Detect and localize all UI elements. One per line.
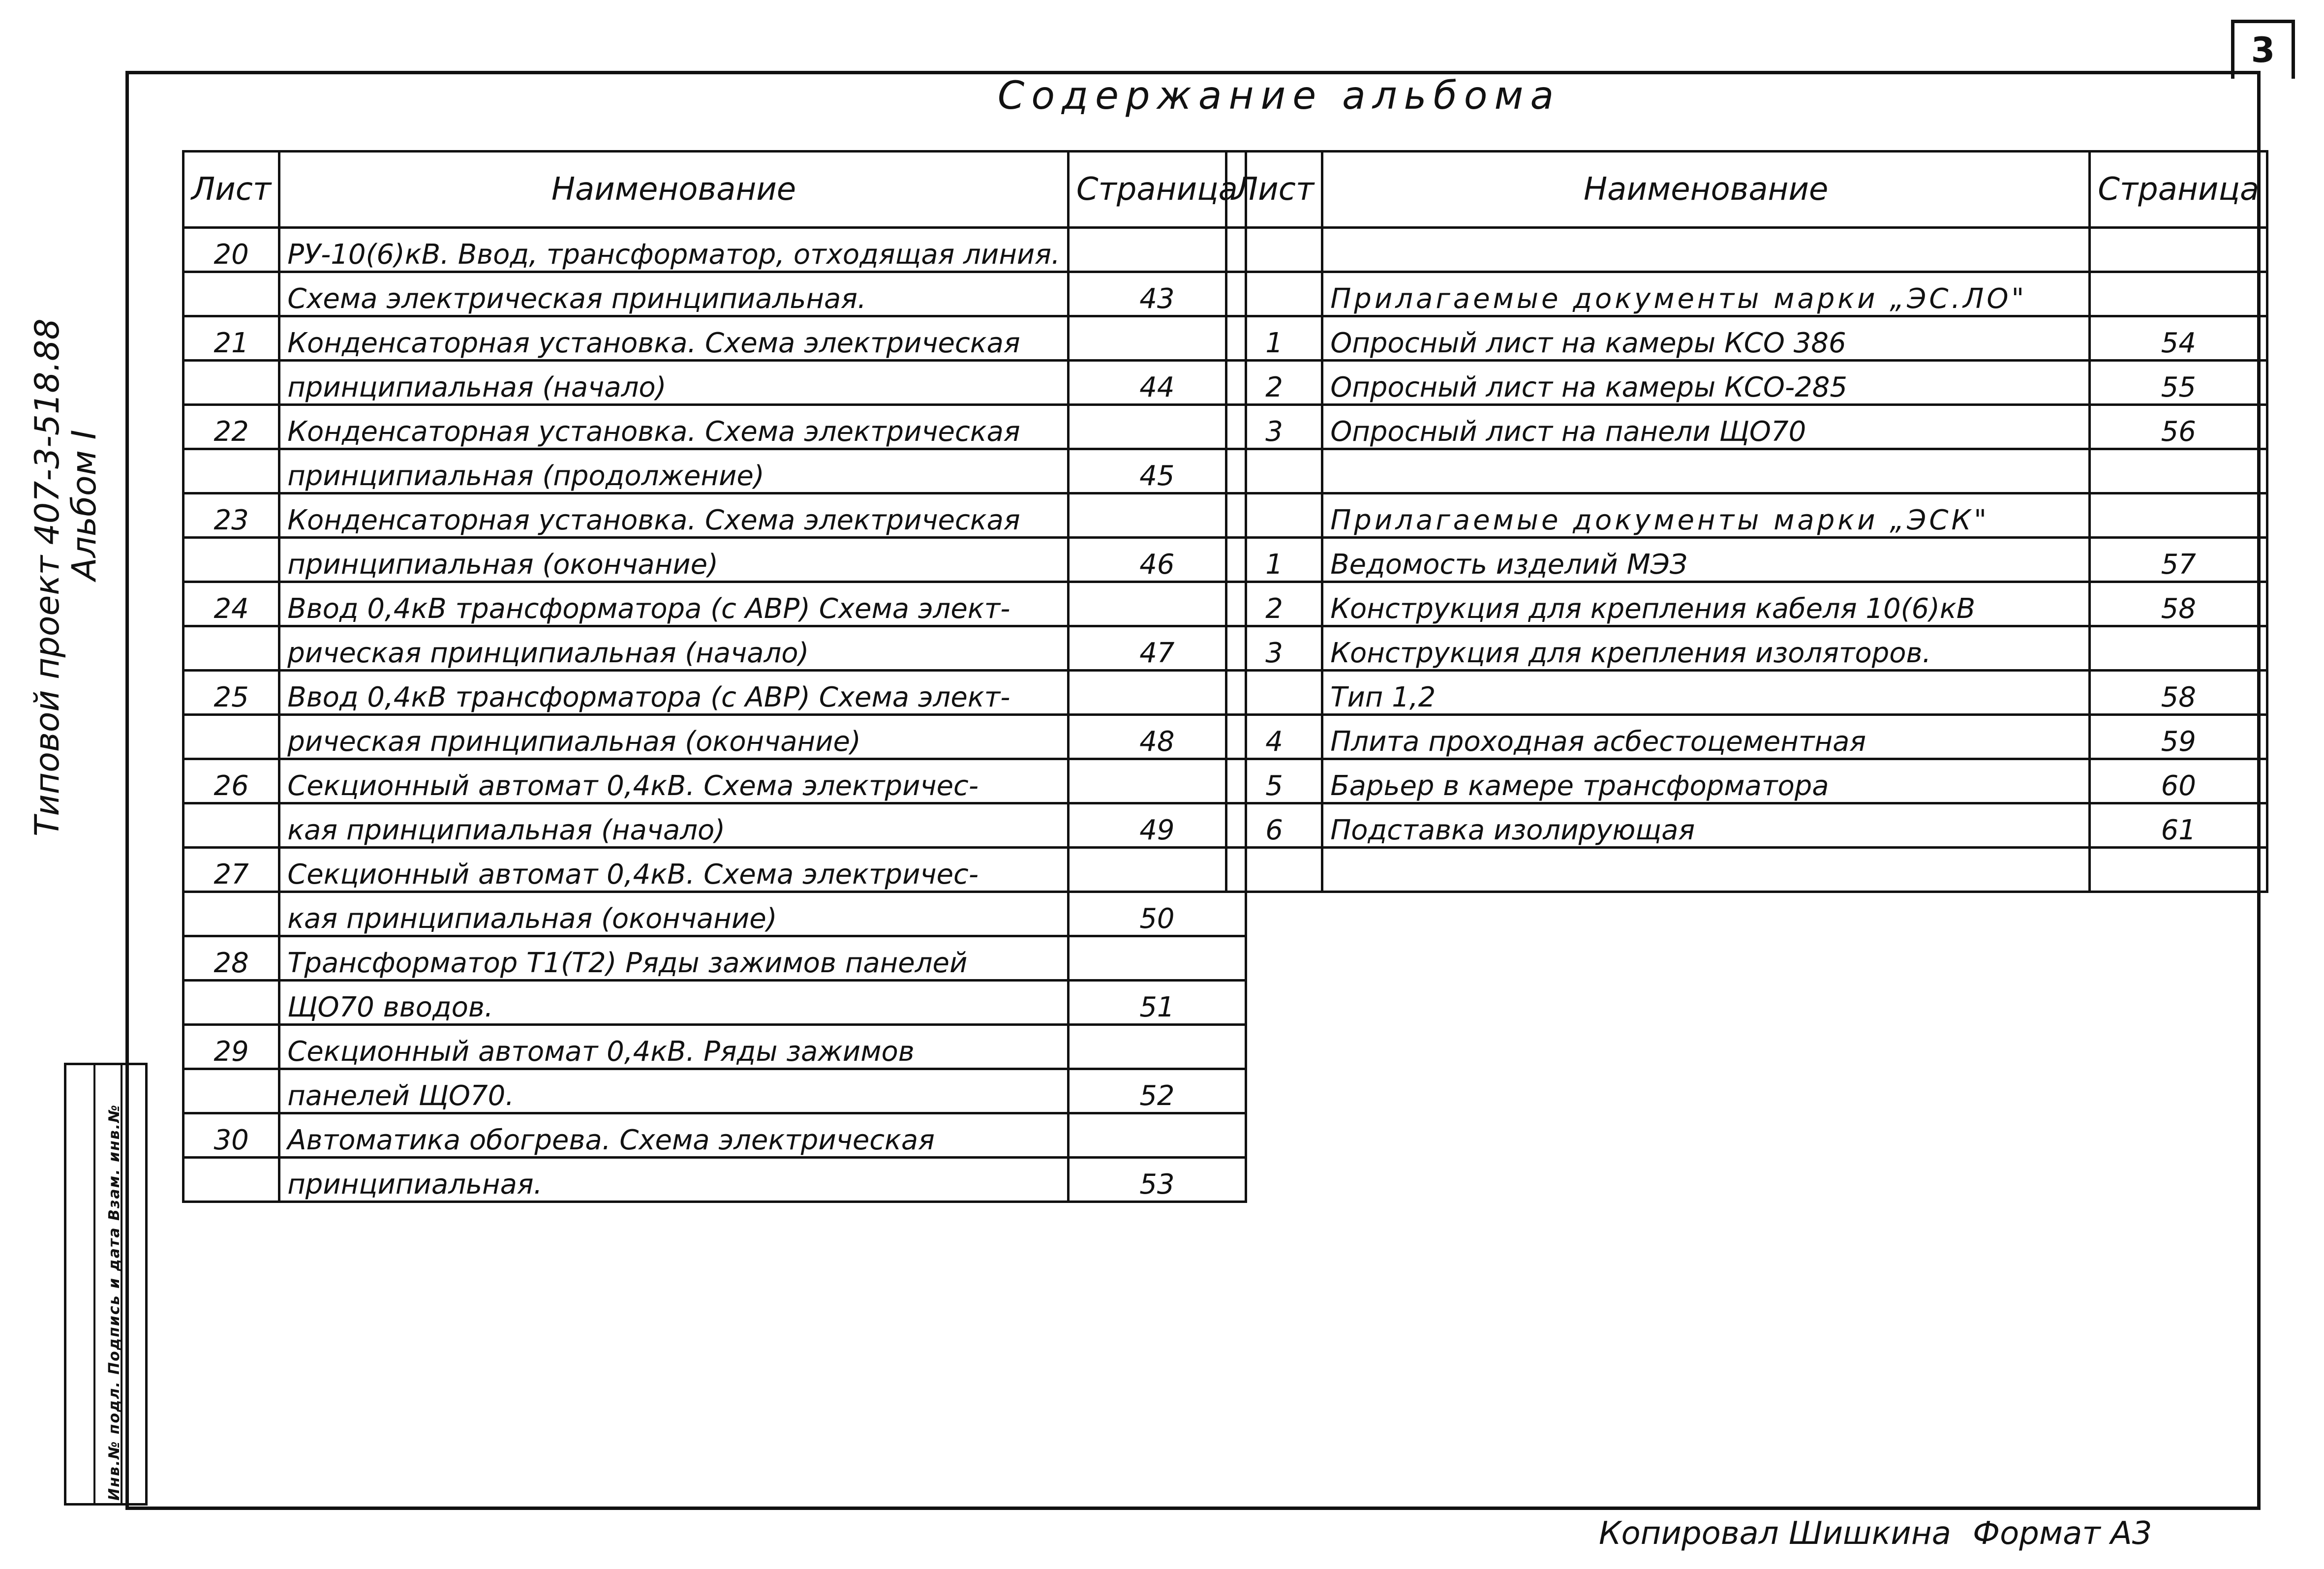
table-row [183, 936, 1246, 981]
row-name: Подставка изолирующая [1322, 803, 2090, 848]
row-name: Тип 1,2 [1322, 671, 2090, 715]
row-page: 45 [1068, 449, 1246, 493]
table-row [183, 671, 1246, 715]
table-header-row [1226, 152, 2267, 228]
table-row [1226, 405, 2267, 449]
row-name: Конденсаторная установка. Схема электрическая [279, 493, 1069, 538]
header-page: Страница [1068, 152, 1246, 228]
table-row [183, 803, 1246, 848]
table-row [1226, 582, 2267, 626]
side-title-album: Альбом I [64, 430, 104, 581]
table-row [183, 626, 1246, 671]
row-name [1322, 848, 2090, 892]
table-row [1226, 449, 2267, 493]
copied-by: Копировал Шишкина [1599, 1515, 1951, 1552]
table-row [183, 228, 1246, 272]
row-name: Секционный автомат 0,4кВ. Схема электричес- [279, 759, 1069, 803]
row-page [2090, 848, 2267, 892]
row-sheet [1226, 449, 1322, 493]
header-page: Страница [2090, 152, 2267, 228]
row-name: Конденсаторная установка. Схема электрическая [279, 405, 1069, 449]
row-name: Барьер в камере трансформатора [1322, 759, 2090, 803]
row-page: 50 [1068, 892, 1246, 936]
row-sheet [183, 892, 279, 936]
table-row [1226, 759, 2267, 803]
side-title [30, 98, 103, 836]
table-row [1226, 848, 2267, 892]
row-page: 59 [2090, 715, 2267, 759]
row-sheet [1226, 493, 1322, 538]
row-sheet [183, 361, 279, 405]
row-sheet: 30 [183, 1113, 279, 1158]
row-name: Секционный автомат 0,4кВ. Ряды зажимов [279, 1025, 1069, 1069]
row-name: Трансформатор Т1(Т2) Ряды зажимов панелей [279, 936, 1069, 981]
table-row [1226, 626, 2267, 671]
row-page [2090, 272, 2267, 316]
row-page: 44 [1068, 361, 1246, 405]
row-sheet: 4 [1226, 715, 1322, 759]
row-name: Плита проходная асбестоцементная [1322, 715, 2090, 759]
row-sheet [1226, 272, 1322, 316]
row-page: 43 [1068, 272, 1246, 316]
row-name: панелей ЩО70. [279, 1069, 1069, 1113]
row-page [1068, 316, 1246, 361]
row-name: Ввод 0,4кВ трансформатора (с АВР) Схема элект- [279, 582, 1069, 626]
row-sheet: 2 [1226, 582, 1322, 626]
header-sheet: Лист [183, 152, 279, 228]
stamp-text: Инв.№ подл. Подпись и дата Взам. инв.№ [106, 1104, 123, 1501]
table-row [183, 405, 1246, 449]
row-name: принципиальная (продолжение) [279, 449, 1069, 493]
row-name: Прилагаемые документы марки „ЭС.ЛО" [1322, 272, 2090, 316]
row-name: Ввод 0,4кВ трансформатора (с АВР) Схема элект- [279, 671, 1069, 715]
table-row [1226, 272, 2267, 316]
row-page [1068, 1113, 1246, 1158]
row-page: 58 [2090, 671, 2267, 715]
row-name [1322, 228, 2090, 272]
row-sheet [183, 715, 279, 759]
row-sheet: 28 [183, 936, 279, 981]
row-page [1068, 936, 1246, 981]
row-sheet: 25 [183, 671, 279, 715]
row-sheet [183, 626, 279, 671]
left-contents-table [182, 150, 1247, 1203]
row-name: Прилагаемые документы марки „ЭСК" [1322, 493, 2090, 538]
row-sheet: 2 [1226, 361, 1322, 405]
row-name: Схема электрическая принципиальная. [279, 272, 1069, 316]
row-page: 60 [2090, 759, 2267, 803]
row-page: 47 [1068, 626, 1246, 671]
table-row [183, 1025, 1246, 1069]
row-page: 52 [1068, 1069, 1246, 1113]
row-page [2090, 228, 2267, 272]
row-page [1068, 1025, 1246, 1069]
row-page [1068, 405, 1246, 449]
row-name: кая принципиальная (окончание) [279, 892, 1069, 936]
row-page: 51 [1068, 981, 1246, 1025]
table-row [1226, 361, 2267, 405]
table-row [183, 449, 1246, 493]
row-name: рическая принципиальная (начало) [279, 626, 1069, 671]
row-name: Опросный лист на камеры КСО 386 [1322, 316, 2090, 361]
row-page: 57 [2090, 538, 2267, 582]
row-sheet: 24 [183, 582, 279, 626]
row-page: 55 [2090, 361, 2267, 405]
row-page: 61 [2090, 803, 2267, 848]
header-name: Наименование [1322, 152, 2090, 228]
row-sheet: 23 [183, 493, 279, 538]
table-row [1226, 228, 2267, 272]
row-name: Автоматика обогрева. Схема электрическая [279, 1113, 1069, 1158]
table-header-row [183, 152, 1246, 228]
table-row [183, 981, 1246, 1025]
row-name: Конструкция для крепления изоляторов. [1322, 626, 2090, 671]
row-page: 58 [2090, 582, 2267, 626]
row-page [2090, 493, 2267, 538]
sheet-format: Формат А3 [1973, 1515, 2152, 1552]
row-name: Секционный автомат 0,4кВ. Схема электричес- [279, 848, 1069, 892]
table-row [183, 272, 1246, 316]
row-sheet: 6 [1226, 803, 1322, 848]
table-row [1226, 671, 2267, 715]
row-sheet [1226, 228, 1322, 272]
row-sheet [1226, 671, 1322, 715]
row-sheet [1226, 848, 1322, 892]
header-name: Наименование [279, 152, 1069, 228]
row-page [2090, 449, 2267, 493]
row-sheet [183, 803, 279, 848]
row-name: РУ-10(6)кВ. Ввод, трансформатор, отходящая линия. [279, 228, 1069, 272]
page-title: Содержание альбома [997, 74, 1561, 118]
table-row [183, 1158, 1246, 1202]
row-name: Опросный лист на камеры КСО-285 [1322, 361, 2090, 405]
row-sheet: 27 [183, 848, 279, 892]
table-row [183, 848, 1246, 892]
row-sheet: 3 [1226, 626, 1322, 671]
row-page: 49 [1068, 803, 1246, 848]
row-sheet [183, 272, 279, 316]
table-row [183, 1069, 1246, 1113]
row-sheet: 26 [183, 759, 279, 803]
row-name: Ведомость изделий МЭЗ [1322, 538, 2090, 582]
row-name: Конструкция для крепления кабеля 10(6)кВ [1322, 582, 2090, 626]
row-sheet: 5 [1226, 759, 1322, 803]
row-sheet: 22 [183, 405, 279, 449]
row-sheet [183, 449, 279, 493]
right-contents-table [1225, 150, 2268, 893]
table-row [183, 892, 1246, 936]
row-sheet: 1 [1226, 316, 1322, 361]
row-page: 53 [1068, 1158, 1246, 1202]
row-name: принципиальная. [279, 1158, 1069, 1202]
row-sheet [183, 981, 279, 1025]
row-page [1068, 671, 1246, 715]
table-row [1226, 493, 2267, 538]
row-name: кая принципиальная (начало) [279, 803, 1069, 848]
row-sheet: 1 [1226, 538, 1322, 582]
table-row [183, 759, 1246, 803]
table-row [183, 582, 1246, 626]
table-row [183, 1113, 1246, 1158]
row-sheet [183, 1069, 279, 1113]
row-name: рическая принципиальная (окончание) [279, 715, 1069, 759]
row-page: 46 [1068, 538, 1246, 582]
row-page [1068, 582, 1246, 626]
table-row [183, 361, 1246, 405]
row-page [1068, 759, 1246, 803]
row-page: 54 [2090, 316, 2267, 361]
table-row [1226, 316, 2267, 361]
table-row [1226, 803, 2267, 848]
table-row [1226, 715, 2267, 759]
row-name: Опросный лист на панели ЩО70 [1322, 405, 2090, 449]
row-name: Конденсаторная установка. Схема электрическая [279, 316, 1069, 361]
row-name: принципиальная (окончание) [279, 538, 1069, 582]
table-row [1226, 538, 2267, 582]
row-sheet: 29 [183, 1025, 279, 1069]
row-sheet [183, 538, 279, 582]
row-sheet [183, 1158, 279, 1202]
row-sheet: 3 [1226, 405, 1322, 449]
row-page: 56 [2090, 405, 2267, 449]
table-row [183, 316, 1246, 361]
side-title-project: Типовой проект 407-3-518.88 [28, 318, 67, 836]
row-name [1322, 449, 2090, 493]
row-page [1068, 848, 1246, 892]
sheet-number: 3 [2231, 20, 2295, 79]
table-row [183, 538, 1246, 582]
row-page [1068, 228, 1246, 272]
row-sheet: 21 [183, 316, 279, 361]
row-sheet: 20 [183, 228, 279, 272]
table-row [183, 493, 1246, 538]
row-name: принципиальная (начало) [279, 361, 1069, 405]
header-sheet: Лист [1226, 152, 1322, 228]
row-page [1068, 493, 1246, 538]
row-name: ЩО70 вводов. [279, 981, 1069, 1025]
table-row [183, 715, 1246, 759]
row-page [2090, 626, 2267, 671]
row-page: 48 [1068, 715, 1246, 759]
